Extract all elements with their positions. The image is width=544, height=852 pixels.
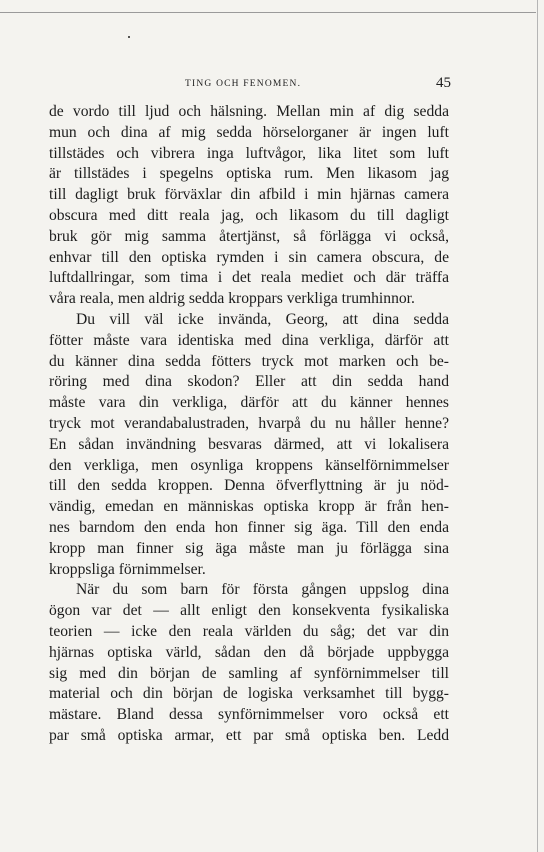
text-line: mun och dina af mig sedda hörselorganer är ingen luft [49,123,449,141]
text-line: till den sedda kroppen. Denna öfverflyttning är ju nöd- [49,477,449,495]
text-line: mästare. Bland dessa synförnimmelser voro också ett [49,706,449,724]
text-line: kroppsliga förnimmelser. [49,560,206,578]
text-line: När du som barn för första gången uppslog dina [76,581,449,599]
text-line: fötter måste vara identiska med dina verkliga, därför att [49,331,449,349]
text-line: enhvar till den optiska rymden i sin camera obscura, de [49,248,449,266]
text-line: ögon var det — allt enligt den konsekventa fysikaliska [49,602,449,620]
text-line: den verkliga, men osynliga kroppens känselförnimmelser [49,456,449,474]
text-line: bruk gör mig samma återtjänst, så förlägga vi också, [49,227,449,245]
body-text [49,102,449,747]
text-line: röring med dina skodon? Eller att din sedda hand [49,373,449,391]
text-line: våra reala, men aldrig sedda kroppars verkliga trumhinnor. [49,290,415,308]
text-line: hjärnas optiska värld, sådan den då började uppbygga [49,643,449,661]
page-edge [537,0,538,852]
text-line: du känner dina sedda fötters tryck mot marken och be- [49,352,449,370]
text-line: de vordo till ljud och hälsning. Mellan min af dig sedda [49,103,449,120]
ink-speck [128,36,130,38]
text-line: luftdallringar, som tima i det reala mediet och där träffa [49,269,449,287]
text-line: tillstädes och vibrera inga luftvågor, lika litet som luft [49,144,449,162]
text-line: obscura med ditt reala jag, och likasom du till dagligt [49,206,449,224]
text-line: tryck mot verandabalustraden, hvarpå du nu håller henne? [49,414,449,432]
text-line: kropp man finner sig äga måste man ju förlägga sina [49,539,449,557]
text-line: par små optiska armar, ett par små optiska ben. Ledd [49,726,449,744]
running-title: TING OCH FENOMEN. [185,79,302,89]
text-line: nes barndom den enda hon finner sig äga. Till den enda [49,518,449,536]
text-line: En sådan invändning besvaras därmed, att vi lokalisera [49,435,449,453]
text-line: teorien — icke den reala världen du såg; det var din [49,622,449,640]
running-head [0,76,544,92]
text-line: Du vill väl icke invända, Georg, att dina sedda [76,310,449,328]
text-line: vändig, emedan en människas optiska kropp är från hen- [49,498,449,516]
text-line: måste vara din verkliga, därför att du känner hennes [49,394,449,412]
text-line: material och din början de logiska verksamhet till bygg- [49,685,449,703]
page-number: 45 [436,75,451,91]
text-line: är tillstädes i spegelns optiska rum. Men likasom jag [49,165,449,183]
top-rule [0,12,536,13]
text-line: sig med din början de samling af synförnimmelser till [49,664,449,682]
text-line: till dagligt bruk förväxlar din afbild i min hjärnas camera [49,186,449,204]
